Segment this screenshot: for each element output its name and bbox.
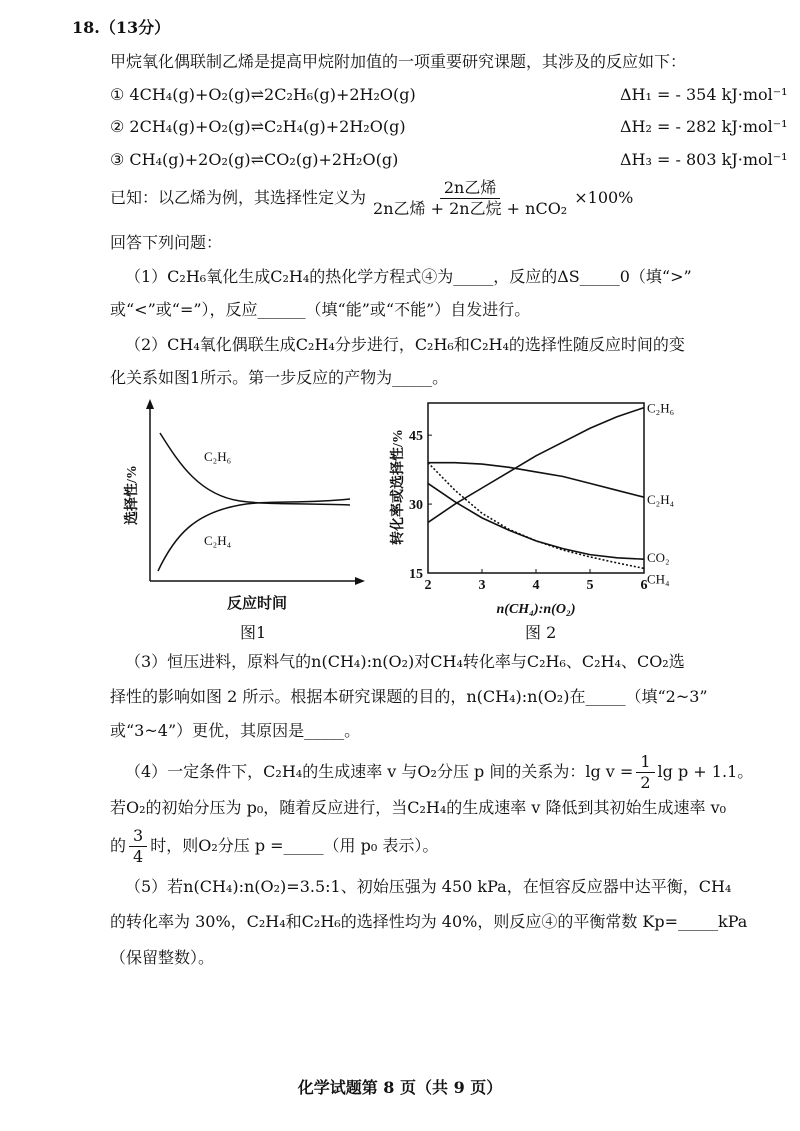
part3-line3: 或“3~4”）更优，其原因是_____。 <box>110 721 361 740</box>
enthalpy: ΔH₁ = - 354 kJ·mol⁻¹ <box>620 85 788 104</box>
y-axis-arrow-icon <box>146 399 154 409</box>
fraction-numerator: 2n乙烯 <box>440 178 501 199</box>
series-label: CO₂ <box>647 550 670 566</box>
definition-suffix: ×100% <box>574 188 634 207</box>
series-label: C₂H₄ <box>647 492 675 508</box>
part4-text-end: lg p + 1.1。 <box>657 762 754 781</box>
y-tick-label: 15 <box>409 567 423 582</box>
part5-line1: （5）若n(CH₄):n(O₂)=3.5:1、初始压强为 450 kPa，在恒容反应器中达平衡，CH₄ <box>125 877 732 896</box>
series-label: C₂H₆ <box>647 400 675 416</box>
x-tick-label: 6 <box>640 578 648 593</box>
fraction-denominator: 2 <box>640 773 651 792</box>
part1-line1: （1）C₂H₆氧化生成C₂H₄的热化学方程式④为_____，反应的ΔS_____0（填“>” <box>125 267 692 286</box>
fraction-denominator: 4 <box>133 847 144 866</box>
part4-text: （4）一定条件下，C₂H₄的生成速率 v 与O₂分压 p 间的关系为：lg v = <box>125 762 634 781</box>
c2h6-label: C₂H₆ <box>204 449 232 464</box>
y-axis-label: 转化率或选择性/% <box>391 429 406 545</box>
x-tick-label: 4 <box>532 578 540 593</box>
figure-1-caption: 图1 <box>240 623 267 642</box>
figure-2-caption: 图 2 <box>525 623 557 642</box>
selectivity-definition <box>110 178 633 219</box>
part2-line2: 化关系如图1所示。第一步反应的产物为_____。 <box>110 368 449 387</box>
part3-line2: 择性的影响如图 2 所示。根据本研究课题的目的，n(CH₄):n(O₂)在_____（填“2~3” <box>110 687 708 706</box>
y-tick-label: 45 <box>409 429 423 445</box>
fraction-numerator: 1 <box>636 752 654 773</box>
part3-line1: （3）恒压进料，原料气的n(CH₄):n(O₂)对CH₄转化率与C₂H₆、C₂H₄、CO₂选 <box>125 652 685 671</box>
intro-text: 甲烷氧化偶联制乙烯是提高甲烷附加值的一项重要研究课题，其涉及的反应如下： <box>110 52 687 71</box>
part4-line2: 若O₂的初始分压为 p₀，随着反应进行，当C₂H₄的生成速率 v 降低到其初始生成速率 v₀ <box>110 798 727 817</box>
x-tick-label: 2 <box>424 578 432 593</box>
series-line-C₂H₄ <box>428 463 644 497</box>
page-footer: 化学试题第 8 页（共 9 页） <box>297 1078 503 1097</box>
reaction-1 <box>110 85 788 105</box>
definition-prefix: 已知：以乙烯为例，其选择性定义为 <box>110 188 367 207</box>
c2h6-curve <box>160 433 350 505</box>
y-tick-label: 30 <box>409 498 423 514</box>
c2h4-curve <box>158 499 350 571</box>
figure-1 <box>100 395 370 595</box>
enthalpy: ΔH₃ = - 803 kJ·mol⁻¹ <box>620 150 788 169</box>
series-label: CH₄ <box>647 571 670 587</box>
question-number: 18.（13分） <box>72 18 171 37</box>
x-axis-label: n(CH₄):n(O₂) <box>496 602 576 617</box>
c2h4-label: C₂H₄ <box>204 533 232 548</box>
three-quarters-fraction <box>129 826 147 867</box>
part1-line2: 或“<”或“=”），反应______（填“能”或“不能”）自发进行。 <box>110 300 531 319</box>
reaction-equation: ② 2CH₄(g)+O₂(g)⇌C₂H₄(g)+2H₂O(g) <box>110 117 406 136</box>
part4-line1 <box>125 752 753 793</box>
answer-prompt: 回答下列问题： <box>110 233 223 252</box>
fraction-denominator: 2n乙烯 + 2n乙烷 + nCO₂ <box>373 199 568 218</box>
reaction-2 <box>110 117 788 137</box>
part2-line1: （2）CH₄氧化偶联生成C₂H₄分步进行，C₂H₆和C₂H₄的选择性随反应时间的变 <box>125 335 685 354</box>
fraction-numerator: 3 <box>129 826 147 847</box>
enthalpy: ΔH₂ = - 282 kJ·mol⁻¹ <box>620 117 788 136</box>
part4-prefix: 的 <box>110 836 127 855</box>
plot-frame <box>428 403 644 573</box>
reaction-equation: ③ CH₄(g)+2O₂(g)⇌CO₂(g)+2H₂O(g) <box>110 150 399 169</box>
x-tick-label: 5 <box>586 578 594 593</box>
selectivity-fraction <box>369 178 571 219</box>
reaction-3 <box>110 150 788 170</box>
reaction-equation: ① 4CH₄(g)+O₂(g)⇌2C₂H₆(g)+2H₂O(g) <box>110 85 416 104</box>
x-tick-label: 3 <box>478 578 486 593</box>
x-axis-arrow-icon <box>355 577 365 585</box>
part4-text-end: 时，则O₂分压 p =_____（用 p₀ 表示）。 <box>150 836 439 855</box>
part5-line3: （保留整数）。 <box>110 948 215 967</box>
figure-2-chart <box>380 395 710 625</box>
half-fraction <box>636 752 654 793</box>
y-axis-label: 选择性/% <box>125 465 140 525</box>
part4-line3 <box>110 826 438 867</box>
part5-line2: 的转化率为 30%，C₂H₄和C₂H₆的选择性均为 40%，则反应④的平衡常数 Kp=_____kPa <box>110 912 748 931</box>
x-axis-label: 反应时间 <box>227 594 288 612</box>
series-line-CH₄ <box>428 463 644 569</box>
